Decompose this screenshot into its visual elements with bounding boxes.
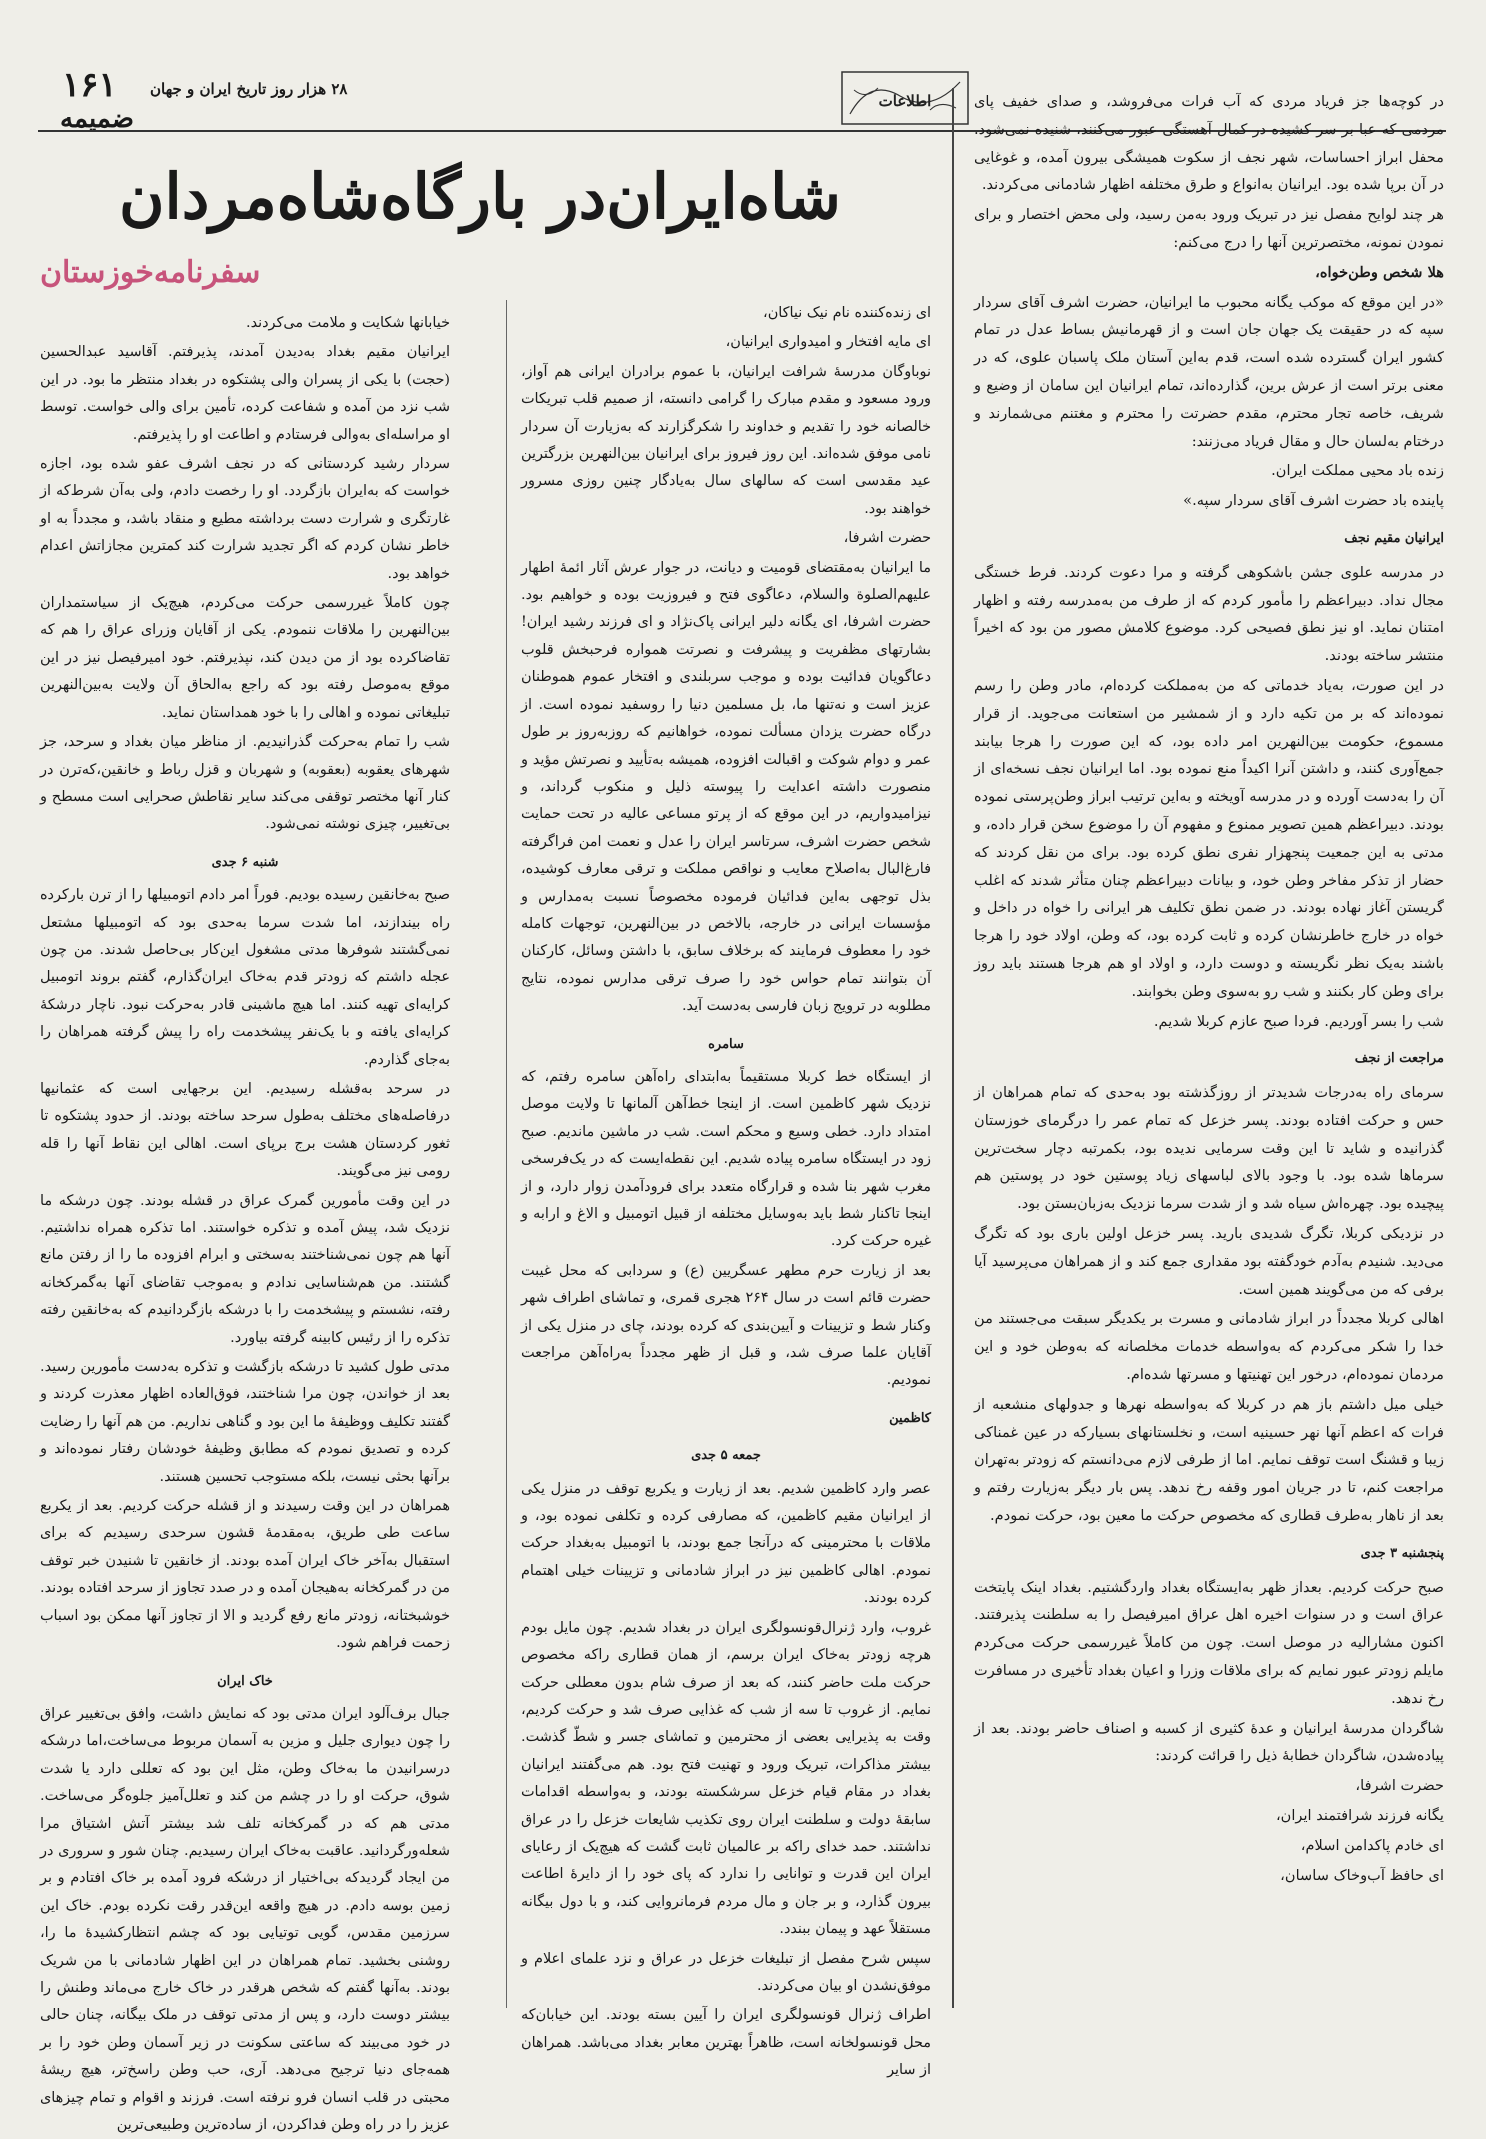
section-heading: پنجشنبه ۳ جدی [1360, 1545, 1444, 1561]
paragraph: مدتی طول کشید تا درشکه بازگشت و تذکره به‌دست مأمورین رسید. بعد از خواندن، چون مرا شناختند، فوق‌العاده اظهار معذرت کردند و گفتند تکلیف ووظیفهٔ ما این بود و گناهی نداریم. من هم آنها را رضایت کرده و تصدیق نمودم که مطابق وظیفهٔ خودشان رفتار نموده‌اند و برآنها بحثی نیست، بلکه مستوجب تحسین هستند. [40, 1359, 450, 1485]
paragraph: در نزدیکی کربلا، تگرگ شدیدی بارید. پسر خزعل اولین باری بود که تگرگ می‌دید. شنیدم به‌آدم خودگفته بود مقداری جمع کند و از همراهان می‌پرسید آیا برفی که من می‌گویند همین است. [974, 1225, 1444, 1298]
paragraph: در کوچه‌ها جز فریاد مردی که آب فرات می‌فروشد، و صدای خفیف پای مردمی که عبا بر سر کشیده در کمال آهستگی عبور می‌کنند، شنیده نمی‌شود. محفل ابراز احساسات، شهر نجف از سکوت همیشگی بیرون آمده، و غوغایی در آن برپا شده بود. ایرانیان به‌انواع و طرق مختلفه اظهار شادمانی می‌کردند. [974, 93, 1444, 194]
column-middle [506, 300, 931, 2079]
section-heading: جمعه ۵ جدی [691, 1448, 761, 1464]
page-number: ۱۶۱ [62, 65, 117, 105]
column-right [974, 88, 1444, 1891]
paragraph: زنده باد محیی مملکت ایران. [1271, 462, 1444, 480]
sub-headline: سفرنامه‌خوزستان [40, 255, 261, 290]
section-heading: ایرانیان مقیم نجف [1344, 530, 1444, 546]
paragraph: غروب، وارد ژنرال‌قونسولگری ایران در بغداد شدیم. چون مایل بودم هرچه زودتر به‌خاک ایران برسم، از همان قطاری راکه مخصوص حرکت ملت حاضر کنند، که بعد از صرف شام بدون معطلی حرکت نمایم. از غروب تا سه از شب که غذایی صرف شد و حرکت کردیم، وقت به پذیرایی بعضی از محترمین و تماشای جسر و شطّ گذشت. بیشتر مذاکرات، تبریک ورود و تهنیت فتح بود. هم می‌گفتند ایرانیان بغداد در مقام قیام خزعل سرشکسته بودند، و به‌واسطه اقدامات سابقهٔ دولت و سلطنت ایران روی تکذیب شایعات خزعل را در عراق نداشتند. حمد خدای راکه بر عالمیان ثابت گشت که هیچ‌یک از رعایای ایران این قدرت و توانایی را ندارد که پای خود را از دایرهٔ اطاعت بیرون گذارد، و بر جان و مال مردم فرمانروایی کند، و با دول بیگانه مستقلاً عهد و پیمان ببندد. [521, 1619, 931, 1938]
paragraph: «در این موقع که موکب یگانه محبوب ما ایرانیان، حضرت اشرف آقای سردار سپه که در حقیقت یک جهان جان است و از قهرمانیش بساط عدل در تمام کشور ایران گسترده شده است، قدم به‌این آستان ملک پاسبان علوی، که در معنی برتر است از عرش برین، گذارده‌اند، تمام ایرانیان این سامان از وضیع و شریف، خاصه تجار محترم، مقدم حضرتت را محترم و مغتنم می‌شمارند و درختام به‌لسان حال و مقال فریاد می‌زنند: [974, 293, 1444, 450]
paragraph: ای خادم پاکدامن اسلام، [1300, 1836, 1444, 1854]
paragraph: سپس شرح مفصل از تبلیغات خزعل در عراق و نزد علمای اعلام و موفق‌نشدن او بیان می‌کردند. [521, 1950, 931, 1994]
section-heading: خاک ایران [217, 1673, 273, 1689]
paragraph: از ایستگاه خط کربلا مستقیماً به‌ابتدای راه‌آهن سامره رفتم، که نزدیک شهر کاظمین است. از اینجا خط‌آهن آلمانها تا ولایت موصل امتداد دارد. خطی وسیع و محکم است. شب در ماشین ماندیم. صبح زود در ایستگاه سامره پیاده شدیم. این نقطه‌ایست که در یک‌فرسخی مغرب شهر بنا شده و قرارگاه متعدد برای فرودآمدن زوار دارد، و از اینجا تاکنار شط باید به‌وسایل مختلفه از قبیل اتومبیل و الاغ و ارابه و غیره حرکت کرد. [521, 1068, 931, 1250]
newspaper-logo [840, 70, 970, 126]
paragraph: اطراف ژنرال قونسولگری ایران را آیین بسته بودند. این خیابان‌که محل قونسولخانه است، ظاهراً بهترین معابر بغداد می‌باشد. همراهان از سایر [521, 2007, 931, 2079]
paragraph: خیلی میل داشتم باز هم در کربلا که به‌واسطه نهرها و جدولهای منشعبه از فرات که اعظم آنها نهر حسینیه است، و نخلستانهای بسیارکه در عین غمناکی زیبا و قشنگ است توقف نمایم. اما از طرفی لازم می‌دانستم که زودتر به‌تهران مراجعت کنم، تا در جریان امور وقفه رخ ندهد. پس بار دیگر به‌زیارت رفتم و بعد از ناهار به‌طرف قطاری که مخصوص حرکت ما معین بود، حرکت نمودم. [974, 1395, 1444, 1525]
section-heading: کاظمین [889, 1410, 931, 1426]
paragraph: ای حافظ آب‌وخاک ساسان، [1280, 1866, 1444, 1884]
section-heading: سامره [708, 1036, 744, 1052]
paragraph: حضرت اشرفا، [1355, 1777, 1444, 1795]
paragraph: پاینده باد حضرت اشرف آقای سردار سپه.» [1183, 492, 1444, 510]
paragraph: شاگردان مدرسهٔ ایرانیان و عدهٔ کثیری از کسبه و اصناف حاضر بودند. بعد از پیاده‌شدن، شاگردان خطابهٔ ذیل را قرائت کردند: [974, 1719, 1444, 1765]
paragraph: سرمای راه به‌درجات شدیدتر از روزگذشته بود به‌حدی که تمام همراهان از حس و حرکت افتاده بودند. پسر خزعل که تمام عمر را درگرمای خوزستان گذرانیده و شاید تا این وقت سرمایی ندیده بود، بکمرتبه دچار سخت‌ترین سرماها شده بود. با وجود بالای لباسهای زیاد پوستین خود در پوستین هم پیچیده بود. چهره‌اش سیاه شد و از شدت سرما نزدیک به‌زبان‌بستن بود. [974, 1084, 1444, 1213]
paragraph: ایرانیان مقیم بغداد به‌دیدن آمدند، پذیرفتم. آقاسید عبدالحسین (حجت) با یکی از پسران والی پشتکوه در بغداد منتظر ما بود. در این شب نزد من آمده و شفاعت کرده، تأمین برای والی خواست. توسط او مراسله‌ای به‌والی فرستادم و اطاعت او را پذیرفتم. [40, 344, 450, 443]
paragraph: ای مایه افتخار و امیدواری ایرانیان، [725, 334, 931, 351]
column-left [40, 310, 450, 2133]
paragraph: همراهان در این وقت رسیدند و از قشله حرکت کردیم. بعد از یکربع ساعت طی طریق، به‌مقدمهٔ قشون سرحدی رسیدیم که برای استقبال به‌آخر خاک ایران آمده بودند. از خانقین تا شنیدن خبر توقف من در گمرکخانه به‌هیجان آمده و در صدد تجاوز از سرحد افتاده بودند. خوشبختانه، زودتر مانع رفع گردید و الا از تجاوز آنها ممکن بود اسباب زحمت فراهم شود. [40, 1498, 450, 1652]
paragraph: ای زنده‌کننده نام نیک نیاکان، [763, 305, 931, 321]
section-heading: مراجعت از نجف [1354, 1051, 1444, 1067]
paragraph: شب را تمام به‌حرکت گذرانیدیم. از مناظر میان بغداد و سرحد، جز شهرهای یعقوبه (بعقوبه) و شهربان و قزل رباط و خانقین،که‌ترن در کنار آنها مختصر توقفی می‌کند سایر نقاطش صحرایی است مسطح و بی‌تغییر، چیزی نوشته نمی‌شود. [40, 734, 450, 833]
paragraph: در مدرسه علوی جشن باشکوهی گرفته و مرا دعوت کردند. فرط خستگی مجال نداد. دبیراعظم را مأمور کردم که از طرف من به‌مدرسه رفته و اظهار امتنان نماید. او نیز نطق فصیحی کرد. موضوع کلامش مصور من بود که اخیراً منتشر ساخته بودند. [974, 563, 1444, 665]
paragraph: ما ایرانیان به‌مقتضای قومیت و دیانت، در جوار عرش آثار ائمهٔ اطهار علیهم‌الصلوة والسلام، دعاگوی فتح و فیروزیت بوده و خواهیم بود. حضرت اشرفا، ای یگانه دلیر ایرانی پاک‌نژاد و ای فرزند رشید ایران! بشارتهای مظفریت و پیشرفت و نصرتت همواره فرحبخش قلوب دعاگویان فدائیت بوده و موجب سربلندی و افتخار عموم هموطنان عزیز است و نه‌تنها ما، بل مسلمین دنیا را روسفید نموده است. از درگاه حضرت یزدان مسألت نموده، خواهانیم که روزبه‌روز بر طول عمر و دوام شوکت و اقبالت افزوده، همیشه به‌تأیید و نصرتش مؤید و منصورت داشته اعدایت را پیوسته ذلیل و منکوب گرداند، و نیزامیدواریم، در این موقع که از پرتو مساعی عالیه در تحت حمایت شخص حضرت اشرف، سرتاسر ایران را عدل و نعمت امن فراگرفته فارغ‌البال به‌اصلاح معایب و نواقص مملکت و ترقی معارف کوشیده، بذل توجهی به‌این فدائیان فرموده مخصوصاً نسبت به‌مدارس و مؤسسات ایرانی در خارجه، بالاخص در بین‌النهرین، توجهات کامله خود را معطوف فرمایند که برخلاف سابق، با داشتن وسائل، کارکنان آن بتوانند تمام حواس خود را صرف ترقی مدارس نموده، نتایج مطلوبه در ترویج زبان فارسی به‌دست آید. [521, 559, 931, 1015]
supplement-label: ضمیمه [60, 104, 134, 134]
paragraph: در این صورت، به‌یاد خدماتی که من به‌مملکت کرده‌ام، مادر وطن را رسم نموده‌اند که بر من تکیه دارد و از شمشیر من استعانت می‌جوید. از قرار مسموع، حکومت بین‌النهرین امر داده بود، که این صورت را هرجا بیابند جمع‌آوری کنند، و داشتن آنرا اکیداً منع نموده بود. اما ایرانیان نجف نسخه‌ای از آن را به‌دست آورده و در مدرسه آویخته و به‌این ترتیب ابراز وطن‌پرستی نموده بودند. دبیراعظم همین تصویر ممنوع و مفهوم آن را موضوع سخن قرار داده، و مدتی به این جمعیت پنجهزار نفری نطق کرده بود. برای من نقل کردند که حضار از تذکر مفاخر وطن خود، و بیانات دبیراعظم چنان متأثر شدند که اغلب گریستن آغاز نهاده بودند. در ضمن نطق تکلیف هر ایرانی را خواه در داخل و خواه در خارج خاطرنشان کرده و ثابت کرده بود، که وطن، اولاد خود را هرجا باشند به‌یک نظر نگریسته و دوست دارد، و اولاد او هم هرجا هستند باید روز برای وطن کار بکنند و شب رو به‌سوی وطن بخوابند. [974, 676, 1444, 1000]
paragraph: هلا شخص وطن‌خواه، [1315, 263, 1444, 281]
paragraph: شب را بسر آوردیم. فردا صبح عازم کربلا شدیم. [1153, 1012, 1444, 1030]
page-headline: شاه‌ایران‌در بارگاه‌شاه‌مردان [119, 160, 841, 233]
paragraph: صبح حرکت کردیم. بعداز ظهر به‌ایستگاه بغداد واردگشتیم. بغداد اینک پایتخت عراق است و در سنوات اخیره اهل عراق امیرفیصل را به سلطنت پذیرفتند. اکنون مشارالیه در موصل است. چون من کاملاً غیررسمی حرکت می‌کردم مایلم زودتر عبور نمایم که برای ملاقات وزرا و اعیان بغداد تأخیری در مسافرت رخ ندهد. [974, 1578, 1444, 1707]
paragraph: جبال برف‌آلود ایران مدتی بود که نمایش داشت، وافق بی‌تغییر عراق را چون دیواری جلیل و مزین به آسمان مربوط می‌ساخت،اما درشکه درسرانیدن ما به‌خاک وطن، مثل این بود که تعللی دارد یا شدت شوق، حرکت او را در چشم من کند و تعلل‌آمیز جلوه‌گر می‌ساخت. مدتی هم که در گمرکخانه تلف شد بیشتر آتش اشتیاق مرا شعله‌ورگردانید. عاقبت به‌خاک ایران رسیدیم. چنان شور و سروری در من ایجاد گردیدکه بی‌اختیار از درشکه فرود آمده بر خاک افتادم و بر زمین بوسه دادم. در هیچ واقعه این‌قدر رقت نکرده بودم. خاک این سرزمین مقدس، گویی توتیایی بود که چشم انتظارکشیدهٔ ما را، روشنی بخشید. تمام همراهان در این اظهار شادمانی با من شریک بودند. به‌آنها گفتم که شخص هرقدر در خاک خارج می‌ماند وطنش را بیشتر دوست دارد، و پس از مدتی توقف در ملک بیگانه، چنان حالی در خود می‌بیند که ساعتی سکونت در زیر آسمان وطن خود را بر همه‌جای دنیا ترجیح می‌دهد. آری، حب وطن راسخ‌تر، هیچ ریشهٔ محبتی در قلب انسان فرو نرفته است. فرزند و اقوام و تمام چیزهای عزیز را در راه وطن فداکردن، از ساده‌ترین وطبیعی‌ترین [40, 1705, 450, 2133]
paragraph: اهالی کربلا مجدداً در ابراز شادمانی و مسرت بر یکدیگر سبقت می‌جستند من خدا را شکر می‌کردم که به‌واسطه خدمات مخلصانه که به‌وطن خود و این مردمان نموده‌ام، درخور این تهنیتها و مسرتها شده‌ام. [974, 1310, 1444, 1384]
logo-text: اطلاعات [878, 92, 932, 110]
paragraph: نوباوگان مدرسهٔ شرافت ایرانیان، با عموم برادران ایرانی هم آواز، ورود مسعود و مقدم مبارک را گرامی دانسته، از صمیم قلب تبریکات خالصانه خود را تقدیم و خداوند را شکرگزارند که به‌زیارت آن سردار نامی موفق شده‌اند. این روز فیروز برای ایرانیان بین‌النهرین بزرگترین عید مقدسی است که سالهای سال به‌یادگار چنین روزی مسرور خواهند بود. [521, 363, 931, 517]
column-divider [952, 88, 954, 2008]
paragraph: خیابانها شکایت و ملامت می‌کردند. [246, 315, 450, 331]
header-meta: ۲۸ هزار روز تاریخ ایران و جهان [150, 80, 348, 98]
section-heading: شنبه ۶ جدی [211, 854, 279, 870]
paragraph: عصر وارد کاظمین شدیم. بعد از زیارت و یکربع توقف در منزل یکی از ایرانیان مقیم کاظمین، که مصارفی کرده و تکلفی نموده بود، و ملاقات با محترمینی که درآنجا جمع بودند، با اتومبیل به‌بغداد حرکت نمودم. اهالی کاظمین نیز در ابراز شادمانی و تزیینات خیلی اهتمام کرده بودند. [521, 1480, 931, 1607]
paragraph: چون کاملاً غیررسمی حرکت می‌کردم، هیچ‌یک از سیاستمداران بین‌النهرین را ملاقات ننمودم. یکی از آقایان وزرای عراق را هم که تقاضاکرده بود از من دیدن کند، نپذیرفتم. خود امیرفیصل نیز در این موقع به‌موصل رفته بود که راجع به‌الحاق آن ولایت به‌بین‌النهرین تبلیغاتی نموده و اهالی را با خود همداستان نماید. [40, 595, 450, 721]
paragraph: هر چند لوایح مفصل نیز در تبریک ورود به‌من رسید، ولی محض اختصار و برای نمودن نمونه، مختصرترین آنها را درج می‌کنم: [974, 206, 1444, 251]
paragraph: در این وقت مأمورین گمرک عراق در قشله بودند. چون درشکه ما نزدیک شد، پیش آمده و تذکره خواستند. اما تذکره همراه نداشتیم. آنها هم چون نمی‌شناختند به‌سختی و ابرام افزوده ما را از رفتن مانع گشتند. من هم‌شناسایی ندادم و به‌موجب تقاضای آنها به‌گمرکخانه رفته، نشستم و پیشخدمت را با درشکه بازگردانیدم که به‌خانقین رفته تذکره را از رئیس کابینه گرفته بیاورد. [40, 1192, 450, 1346]
paragraph: صبح به‌خانقین رسیده بودیم. فوراً امر دادم اتومبیلها را از ترن بارکرده راه بیندازند، اما شدت سرما به‌حدی بود که اتومبیلها مشتعل نمی‌گشتند شوفرها مدتی مشغول این‌کار بی‌حاصل شدند. من چون عجله داشتم که زودتر قدم به‌خاک ایران‌گذارم، گفتم بروند اتومبیل کرایه‌ای تهیه کنند. اما هیچ ماشینی قادر به‌حرکت نبود. ناچار درشکهٔ کرایه‌ای یافته و با یک‌نفر پیشخدمت راه را پیش گرفته همراهان را به‌جای گذاردم. [40, 887, 450, 1068]
paragraph: یگانه فرزند شرافتمند ایران، [1275, 1807, 1444, 1825]
paragraph: سردار رشید کردستانی که در نجف اشرف عفو شده بود، اجازه خواست که به‌ایران بازگردد. او را رخصت دادم، ولی به‌آن شرط‌که از غارتگری و شرارت دست برداشته مطیع و منقاد باشد، و مجدداً به او خاطر نشان کردم که اگر تجدید شرارت کند کمترین مجازاتش اعدام خواهد بود. [40, 456, 450, 582]
paragraph: بعد از زیارت حرم مطهر عسگریین (ع) و سردابی که محل غیبت حضرت قائم است در سال ۲۶۴ هجری قمری، و تماشای اطراف شهر وکنار شط و تزیینات و آیین‌بندی که کرده بودند، چای در منزل یکی از آقایان علما صرف شد، و قبل از ظهر مجدداً به‌راه‌آهن مراجعت نمودیم. [521, 1262, 931, 1389]
paragraph: حضرت اشرفا، [843, 530, 931, 547]
paragraph: در سرحد به‌قشله رسیدیم. این برجهایی است که عثمانیها درفاصله‌های مختلف به‌طول سرحد ساخته بودند. از حدود پشتکوه تا ثغور کردستان هشت برج برپای است. اهالی این نقاط آنها را قله رومی نیز می‌گویند. [40, 1080, 450, 1180]
